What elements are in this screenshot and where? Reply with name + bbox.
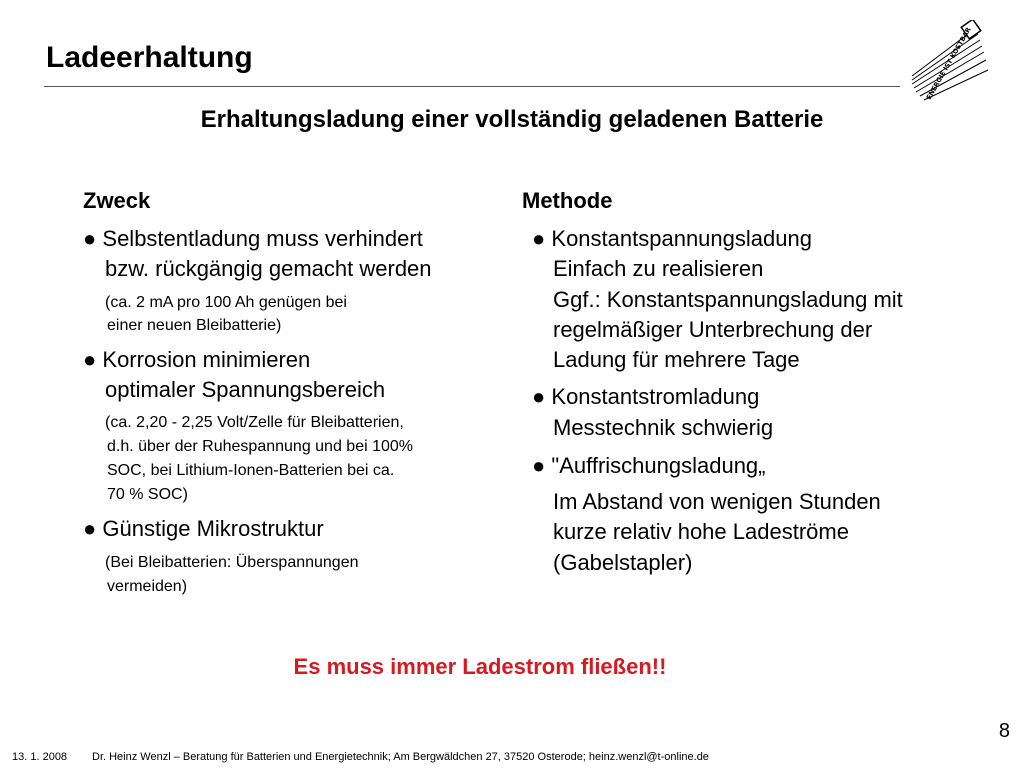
method-item-3: ● "Auffrischungsladung„ [532, 453, 766, 478]
purpose-item-2-note: 70 % SOC) [107, 486, 188, 503]
purpose-item-2-note: (ca. 2,20 - 2,25 Volt/Zelle für Bleibatterien, [105, 414, 404, 431]
method-item-1-line: Einfach zu realisieren [553, 256, 764, 281]
page-number: 8 [998, 720, 1010, 742]
energy-logo [904, 20, 996, 104]
purpose-item-3-note: (Bei Bleibatterien: Überspannungen [105, 554, 359, 571]
method-item-2: ● Konstantstromladung [532, 384, 760, 409]
method-item-1-line: Ggf.: Konstantspannungsladung mit [553, 287, 903, 312]
method-item-3-line: kurze relativ hohe Ladeströme [553, 519, 849, 544]
method-item-3-line: (Gabelstapler) [553, 550, 693, 575]
purpose-item-2-continuation: optimaler Spannungsbereich [105, 377, 386, 402]
purpose-item-3-note: vermeiden) [107, 578, 188, 595]
title-divider [44, 86, 900, 87]
purpose-item-2-note: d.h. über der Ruhespannung und bei 100% [107, 438, 414, 455]
purpose-item-2: ● Korrosion minimieren [83, 347, 311, 372]
method-item-1: ● Konstantspannungsladung [532, 226, 812, 251]
purpose-heading: Zweck [83, 188, 151, 213]
purpose-item-1-note: (ca. 2 mA pro 100 Ah genügen bei [105, 294, 347, 311]
purpose-item-1: ● Selbstentladung muss verhindert [83, 226, 423, 251]
footer-date: 13. 1. 2008 [12, 751, 68, 763]
method-item-3-line: Im Abstand von wenigen Stunden [553, 489, 881, 514]
purpose-item-1-note: einer neuen Bleibatterie) [107, 317, 282, 334]
purpose-item-1-continuation: bzw. rückgängig gemacht werden [105, 256, 432, 281]
logo-text: ENERGIE IST KOSTBAR [924, 26, 973, 102]
footer-author-info: Dr. Heinz Wenzl – Beratung für Batterien und Energietechnik; Am Bergwäldchen 27, 37520 Osterode; heinz.wenzl@t-online.de [92, 751, 709, 763]
slide-subtitle: Erhaltungsladung einer vollständig geladenen Batterie [200, 106, 824, 133]
conclusion-text: Es muss immer Ladestrom fließen!! [293, 654, 667, 679]
method-heading: Methode [522, 188, 613, 213]
purpose-item-2-note: SOC, bei Lithium-Ionen-Batterien bei ca. [107, 462, 395, 479]
method-item-1-line: regelmäßiger Unterbrechung der [553, 317, 873, 342]
purpose-item-3: ● Günstige Mikrostruktur [83, 516, 324, 541]
method-item-1-line: Ladung für mehrere Tage [553, 347, 800, 372]
page-title: Ladeerhaltung [46, 41, 253, 74]
method-item-2-line: Messtechnik schwierig [553, 415, 774, 440]
